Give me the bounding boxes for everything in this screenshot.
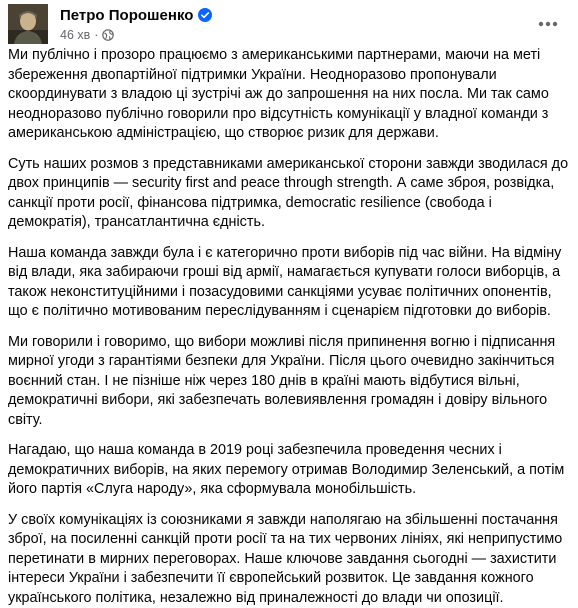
globe-icon (102, 29, 114, 41)
post-paragraph: Наша команда завжди була і є категорично проти виборів під час війни. На відміну від влади, яка забираючи гроші від армії, намагається купувати голоси виборців, а також неконституційними і позасудовими санкціями усуває політичних опонентів, що є політично мотивованим переслідуванням і сценарієм підготовки до виборів. (8, 244, 570, 322)
meta-separator: · (94, 28, 98, 42)
post-header (8, 4, 570, 44)
more-options-icon (538, 21, 558, 27)
post-timestamp[interactable]: 46 хв (60, 28, 90, 42)
post-paragraph: У своїх комунікаціях із союзниками я завжди наполягаю на збільшенні постачання зброї, на посиленні санкцій проти росії та на тих червоних лініях, які неприпустимо перетинати в мирних переговорах. Наше ключове завдання сьогодні — захистити інтереси України і забезпечити її європейський розвиток. Це завдання кожного українського політика, незалежно від приналежності до влади чи опозиції. (8, 511, 570, 608)
author-name-row (60, 6, 212, 24)
author-name[interactable]: Петро Порошенко (60, 7, 193, 24)
verified-badge-icon (198, 8, 212, 22)
post-body (8, 46, 570, 608)
post-paragraph: Ми публічно і прозоро працюємо з американськими партнерами, маючи на меті збереження двопартійної підтримки України. Неодноразово пропонували скоординувати з владою ці зустрічі аж до запрошення на них посла. Ми так само неодноразово публічно говорили про відсутність комунікації у владної команди з американською адміністрацією, що створює ризик для держави. (8, 46, 570, 144)
more-options-button[interactable] (530, 6, 566, 42)
author-avatar[interactable] (8, 4, 48, 44)
post-meta (60, 27, 114, 43)
post-paragraph: Нагадаю, що наша команда в 2019 році забезпечила проведення чесних і демократичних виборів, на яких перемогу отримав Володимир Зеленський, а потім його партія «Слуга народу», яка сформувала монобільшість. (8, 441, 570, 500)
post-paragraph: Суть наших розмов з представниками американської сторони завжди зводилася до двох принципів — security first and peace through strength. А саме зброя, розвідка, санкції проти росії, фінансова підтримка, democratic resilience (свобода і демократія), трансатлантична єдність. (8, 155, 570, 233)
avatar-portrait-icon (8, 4, 48, 44)
post-paragraph: Ми говорили і говоримо, що вибори можливі після припинення вогню і підписання мирної угоди з гарантіями безпеки для України. Після цього очевидно закінчиться воєнний стан. І не пізніше ніж через 180 днів в країні мають відбутися вільні, демократичні вибори, які забезпечать волевиявлення громадян і довіру вільного світу. (8, 333, 570, 431)
